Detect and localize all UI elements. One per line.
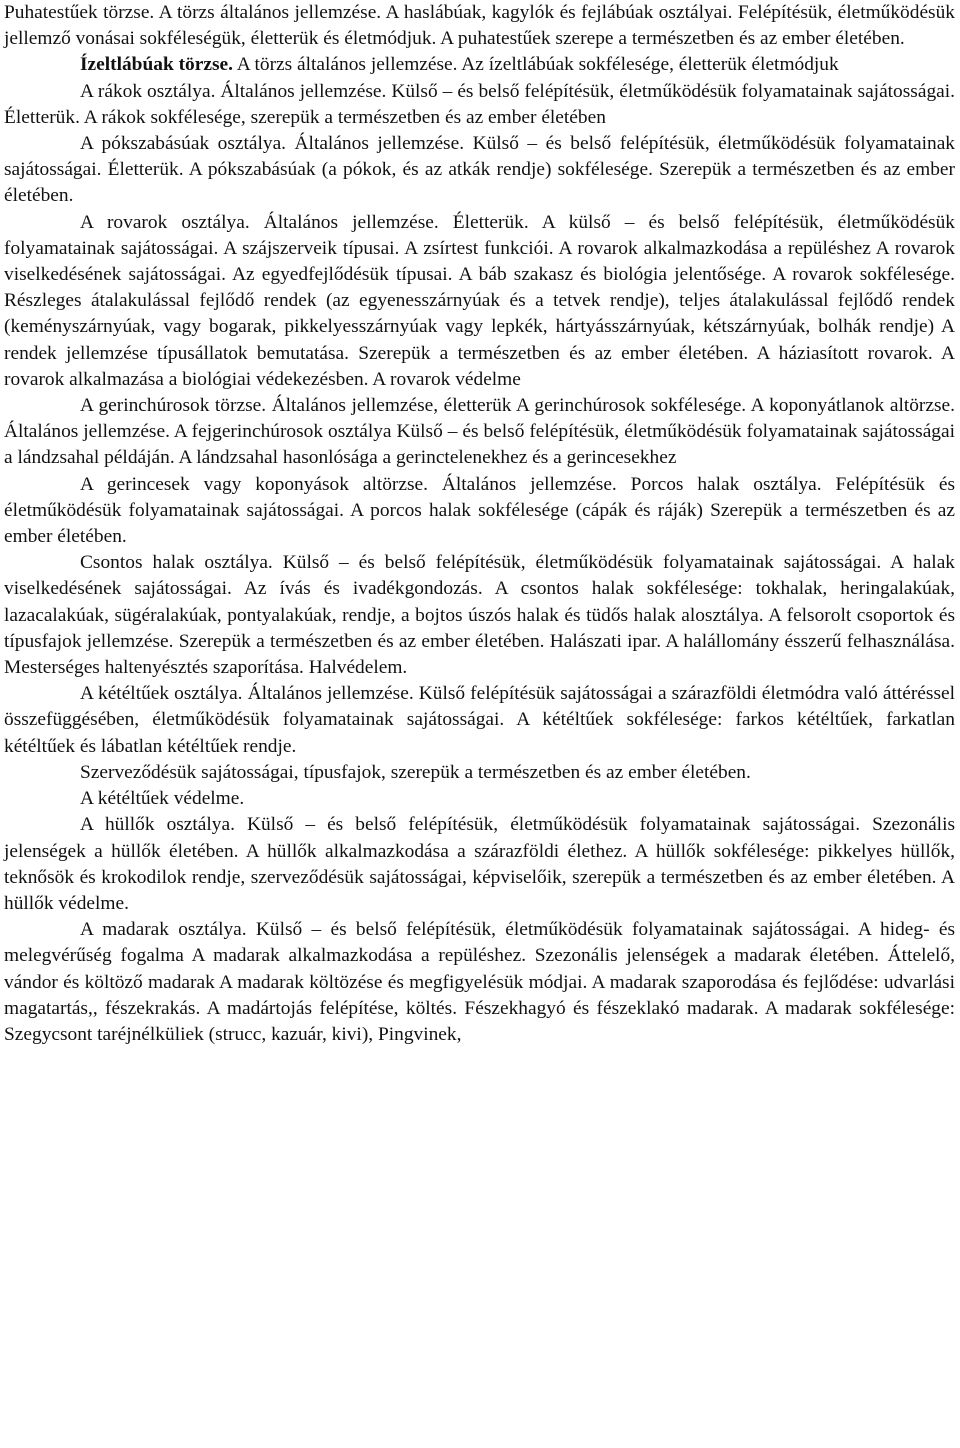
paragraph-szervezodes [4,760,955,786]
paragraph-text: A rákok osztálya. Általános jellemzése. Külső – és belső felépítésük, életműködésük folyamatainak sajátosságai. Életterük. A rákok sokfélesége, szerepük a természetben és az ember életében [4,80,955,128]
paragraph-keteltuek-vedelme [4,786,955,812]
paragraph-text: A rovarok osztálya. Általános jellemzése. Életterük. A külső – és belső felépítésük, életműködésük folyamatainak sajátosságai. A szájszerveik típusai. A zsírtest funkciói. A rovarok alkalmazkodása a repüléshez A rovarok viselkedésének sajátosságai. Az egyedfejlődésük típusai. A báb szakasz és biológia jelentősége. A rovarok sokfélesége. Részleges átalakulással fejlődő rendek (az egyenesszárnyúak és a tetvek rendje), teljes átalakulással fejlődő rendek (keményszárnyúak, vagy bogarak, pikkelyesszárnyúak vagy lepkék, hártyásszárnyúak, kétszárnyúak, bolhák rendje) A rendek jellemzése típusállatok bemutatása. Szerepük a természetben és az ember életében. A háziasított rovarok. A rovarok alkalmazása a biológiai védekezésben. A rovarok védelme [4,211,955,390]
paragraph-izeltlabuak [4,52,955,78]
paragraph-text: A kétéltűek osztálya. Általános jellemzése. Külső felépítésük sajátosságai a szárazföldi életmódra való áttéréssel összefüggésében, életműködésük folyamatainak sajátosságai. A kétéltűek sokfélesége: farkos kétéltűek, farkatlan kétéltűek és lábatlan kétéltűek rendje. [4,683,955,757]
document-page [4,0,955,1048]
paragraph-text: A gerincesek vagy koponyások altörzse. Általános jellemzése. Porcos halak osztálya. Felépítésük és életműködésük folyamatainak sajátosságai. A porcos halak sokfélesége (cápák és ráják) Szerepük a természetben és az ember életében. [4,473,955,548]
paragraph-text: Puhatestűek törzse. A törzs általános jellemzése. A haslábúak, kagylók és fejlábúak osztályai. Felépítésük, életműködésük jellemző vonásai sokféleségük, életterük és életmódjuk. A puhatestűek szerepe a természetben és az ember életében. [4,2,955,50]
paragraph-text: Csontos halak osztálya. Külső – és belső felépítésük, életműködésük folyamatainak sajátosságai. A halak viselkedésének sajátosságai. Az ívás és ivadékgondozás. A csontos halak sokfélesége: tokhalak, heringalakúak, lazacalakúak, sügéralakúak, pontyalakúak, rendje, a bojtos úszós halak és tüdős halak alosztálya. A felsorolt csoportok és típusfajok jellemzése. Szerepük a természetben és az ember életében. Halászati ipar. A halállomány ésszerű felhasználása. Mesterséges haltenyésztés szaporítása. Halvédelem. [4,552,955,679]
paragraph-hullok [4,812,955,917]
paragraph-text: A hüllők osztálya. Külső – és belső felépítésük, életműködésük folyamatainak sajátosságai. Szezonális jelenségek a hüllők életében. A hüllők alkalmazkodása a szárazföldi élethez. A hüllők sokfélesége: pikkelyes hüllők, teknősök és krokodilok rendje, szerveződésük sajátosságai, képviselőik, szerepük a természetben és az ember életében. A hüllők védelme. [4,814,955,914]
paragraph-rakok [4,79,955,131]
paragraph-text: A törzs általános jellemzése. Az ízeltlábúak sokfélesége, életterük életmódjuk [232,54,839,76]
paragraph-bold-heading: Ízeltlábúak törzse. [80,54,233,76]
paragraph-text: A kétéltűek védelme. [80,788,245,810]
paragraph-text: A gerinchúrosok törzse. Általános jellemzése, életterük A gerinchúrosok sokfélesége. A koponyátlanok altörzse. Általános jellemzése. A fejgerinchúrosok osztálya Külső – és belső felépítésük, életműködésük folyamatainak sajátosságai a lándzsahal példáján. A lándzsahal hasonlósága a gerinctelenekhez és a gerincesekhez [4,395,955,469]
paragraph-text: A madarak osztálya. Külső – és belső felépítésük, életműködésük folyamatainak sajátosságai. A hideg- és melegvérűség fogalma A madarak alkalmazkodása a repüléshez. Szezonális jelenségek a madarak életében. Áttelelő, vándor és költöző madarak A madarak költözése és megfigyelésük módjai. A madarak szaporodása és fejlődése: udvarlási magatartás,, fészekrakás. A madártojás felépítése, költés. Fészekhagyó és fészeklakó madarak. A madarak sokfélesége: Szegycsont taréjnélküliek (strucc, kazuár, kivi), Pingvinek, [4,919,955,1045]
paragraph-gerinchurosok [4,393,955,472]
paragraph-csontos-halak [4,550,955,681]
paragraph-rovarok [4,210,955,393]
paragraph-keteltuek [4,681,955,760]
paragraph-madarak [4,917,955,1048]
paragraph-pokszabasuak [4,131,955,210]
paragraph-text: A pókszabásúak osztálya. Általános jellemzése. Külső – és belső felépítésük, életműködésük folyamatainak sajátosságai. Életterük. A pókszabásúak (a pókok, és az atkák rendje) sokfélesége. Szerepük a természetben és az ember életében. [4,133,955,207]
paragraph-puhatestuek [4,0,955,52]
paragraph-gerincesek [4,472,955,551]
paragraph-text: Szerveződésük sajátosságai, típusfajok, szerepük a természetben és az ember életében. [80,761,751,783]
